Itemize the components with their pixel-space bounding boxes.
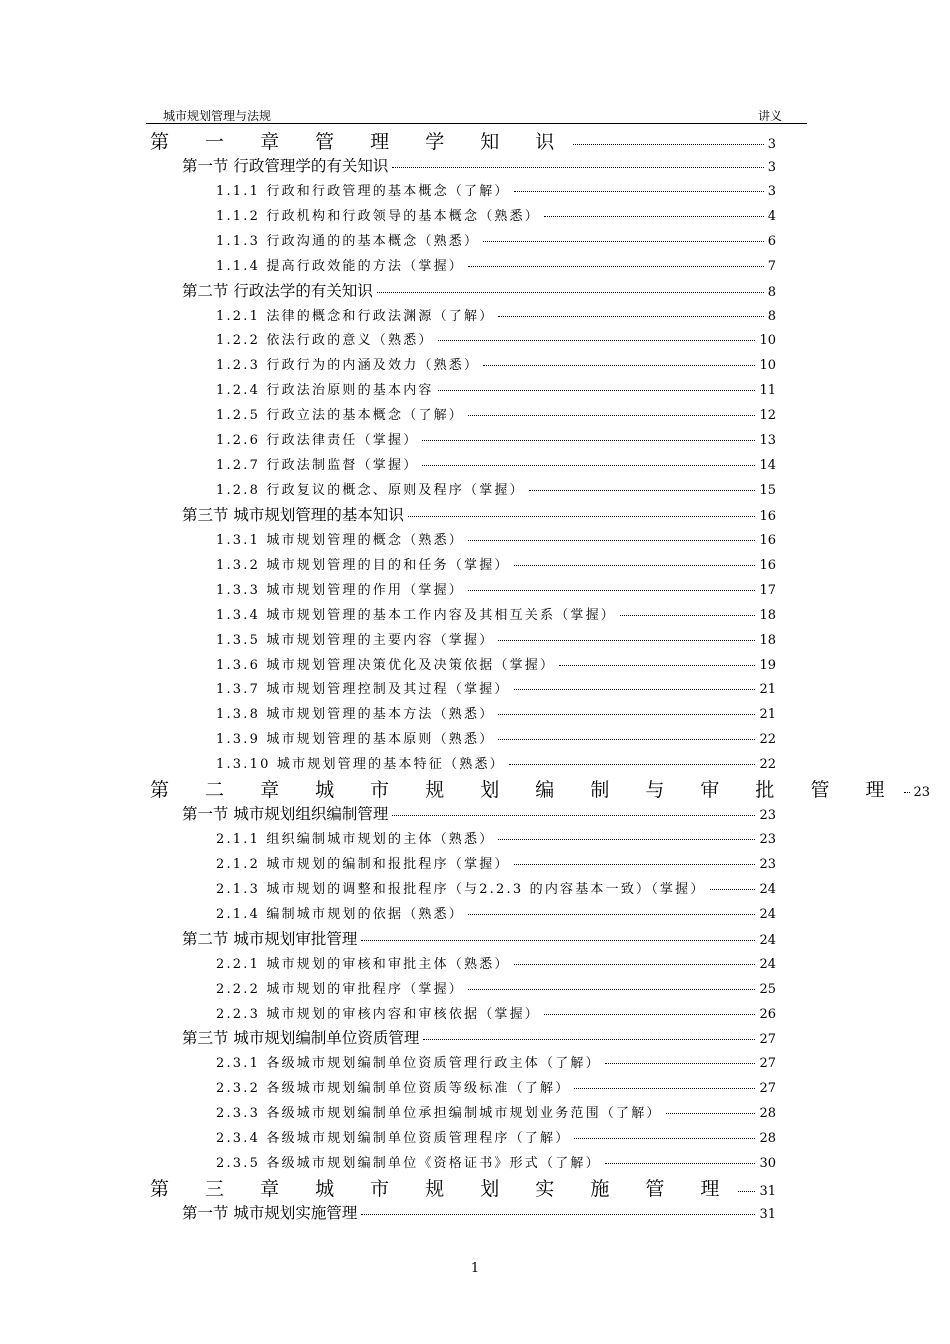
toc-leader-dots bbox=[422, 465, 755, 466]
toc-entry-title: 2.1.1 组织编制城市规划的主体（熟悉） bbox=[216, 832, 495, 848]
toc-item-row bbox=[216, 1003, 776, 1023]
toc-leader-dots bbox=[529, 490, 756, 491]
toc-entry-title: 1.2.8 行政复议的概念、原则及程序（掌握） bbox=[216, 483, 525, 499]
toc-entry-title: 1.3.9 城市规划管理的基本原则（熟悉） bbox=[216, 732, 495, 748]
toc-entry-page: 31 bbox=[759, 1184, 776, 1200]
toc-leader-dots bbox=[514, 689, 756, 690]
toc-entry-title: 2.3.4 各级城市规划编制单位资质管理程序（了解） bbox=[216, 1131, 571, 1147]
toc-leader-dots bbox=[498, 839, 755, 840]
toc-entry-page: 16 bbox=[759, 557, 776, 573]
toc-entry-page: 24 bbox=[759, 956, 776, 972]
toc-entry-page: 23 bbox=[759, 856, 776, 872]
toc-leader-dots bbox=[514, 191, 764, 192]
toc-entry-page: 19 bbox=[759, 657, 776, 673]
toc-entry-page: 18 bbox=[759, 607, 776, 623]
toc-item-row bbox=[216, 629, 776, 649]
toc-entry-title: 1.3.3 城市规划管理的作用（掌握） bbox=[216, 582, 465, 598]
toc-item-row bbox=[216, 180, 776, 200]
toc-leader-dots bbox=[392, 167, 763, 168]
toc-entry-page: 10 bbox=[759, 358, 776, 374]
toc-leader-dots bbox=[483, 365, 755, 366]
toc-leader-dots bbox=[574, 1138, 755, 1139]
toc-entry-title: 1.2.6 行政法律责任（掌握） bbox=[216, 433, 419, 449]
toc-leader-dots bbox=[573, 144, 763, 145]
toc-item-row bbox=[216, 404, 776, 424]
toc-leader-dots bbox=[468, 914, 755, 915]
toc-entry-page: 28 bbox=[759, 1131, 776, 1147]
toc-entry-page: 25 bbox=[759, 981, 776, 997]
toc-entry-page: 24 bbox=[759, 881, 776, 897]
toc-entry-title: 2.1.4 编制城市规划的依据（熟悉） bbox=[216, 906, 465, 922]
toc-leader-dots bbox=[468, 266, 764, 267]
toc-item-row bbox=[216, 429, 776, 449]
toc-entry-title: 1.3.10 城市规划管理的基本特征（熟悉） bbox=[216, 757, 505, 773]
toc-entry-page: 21 bbox=[759, 682, 776, 698]
toc-entry-title: 1.2.1 法律的概念和行政法渊源（了解） bbox=[216, 308, 495, 324]
toc-entry-page: 3 bbox=[767, 183, 776, 199]
toc-item-row bbox=[216, 454, 776, 474]
toc-entry-page: 15 bbox=[759, 483, 776, 499]
toc-leader-dots bbox=[422, 440, 755, 441]
toc-item-row bbox=[216, 554, 776, 574]
toc-item-row bbox=[216, 255, 776, 275]
toc-entry-title: 2.3.5 各级城市规划编制单位《资格证书》形式（了解） bbox=[216, 1156, 601, 1172]
toc-entry-title: 第一节 城市规划组织编制管理 bbox=[182, 805, 389, 824]
toc-entry-page: 26 bbox=[759, 1006, 776, 1022]
toc-entry-title: 第一节 行政管理学的有关知识 bbox=[182, 156, 389, 175]
toc-item-row bbox=[216, 1077, 776, 1097]
toc-entry-page: 3 bbox=[767, 159, 776, 175]
toc-entry-page: 17 bbox=[759, 582, 776, 598]
toc-entry-title: 1.3.4 城市规划管理的基本工作内容及其相互关系（掌握） bbox=[216, 607, 617, 623]
toc-item-row bbox=[216, 1052, 776, 1072]
toc-entry-page: 22 bbox=[759, 757, 776, 773]
toc-entry-title: 1.2.5 行政立法的基本概念（了解） bbox=[216, 408, 465, 424]
toc-entry-title: 2.2.2 城市规划的审批程序（掌握） bbox=[216, 981, 465, 997]
toc-entry-page: 6 bbox=[767, 233, 776, 249]
toc-entry-title: 1.3.7 城市规划管理控制及其过程（掌握） bbox=[216, 682, 510, 698]
toc-entry-page: 31 bbox=[759, 1206, 776, 1222]
toc-entry-title: 2.2.3 城市规划的审核内容和审核依据（掌握） bbox=[216, 1006, 541, 1022]
toc-entry-page: 30 bbox=[759, 1156, 776, 1172]
toc-entry-page: 10 bbox=[759, 333, 776, 349]
toc-entry-title: 1.1.2 行政机构和行政领导的基本概念（熟悉） bbox=[216, 208, 541, 224]
toc-item-row bbox=[216, 379, 776, 399]
toc-entry-page: 28 bbox=[759, 1106, 776, 1122]
toc-leader-dots bbox=[559, 665, 755, 666]
toc-item-row bbox=[216, 329, 776, 349]
toc-leader-dots bbox=[666, 1113, 756, 1114]
toc-leader-dots bbox=[408, 516, 756, 517]
toc-leader-dots bbox=[509, 764, 756, 765]
toc-entry-title: 2.2.1 城市规划的审核和审批主体（熟悉） bbox=[216, 956, 510, 972]
toc-entry-page: 11 bbox=[759, 383, 776, 399]
toc-leader-dots bbox=[620, 615, 755, 616]
toc-leader-dots bbox=[544, 216, 764, 217]
toc-leader-dots bbox=[361, 1214, 755, 1215]
toc-chapter-row bbox=[150, 127, 776, 153]
toc-chapter-row bbox=[150, 1174, 776, 1200]
toc-entry-title: 1.3.8 城市规划管理的基本方法（熟悉） bbox=[216, 707, 495, 723]
toc-chapter-row bbox=[150, 775, 931, 802]
toc-leader-dots bbox=[544, 1014, 755, 1015]
toc-entry-page: 4 bbox=[767, 208, 776, 224]
toc-leader-dots bbox=[710, 889, 756, 890]
toc-item-row bbox=[216, 604, 776, 624]
toc-entry-page: 12 bbox=[759, 408, 776, 424]
toc-entry-page: 27 bbox=[759, 1081, 776, 1097]
toc-entry-page: 16 bbox=[759, 532, 776, 548]
toc-leader-dots bbox=[498, 640, 755, 641]
toc-item-row bbox=[216, 903, 776, 923]
toc-leader-dots bbox=[468, 415, 755, 416]
toc-item-row bbox=[216, 828, 776, 848]
toc-leader-dots bbox=[438, 390, 756, 391]
toc-item-row bbox=[216, 978, 776, 998]
toc-leader-dots bbox=[498, 316, 763, 317]
toc-leader-dots bbox=[514, 964, 756, 965]
toc-entry-page: 3 bbox=[767, 137, 776, 152]
toc-entry-title: 2.1.3 城市规划的调整和报批程序（与2.2.3 的内容基本一致）（掌握） bbox=[216, 881, 706, 897]
toc-entry-page: 16 bbox=[759, 508, 776, 524]
toc-section-row bbox=[182, 503, 776, 525]
toc-item-row bbox=[216, 529, 776, 549]
toc-entry-page: 13 bbox=[759, 433, 776, 449]
toc-item-row bbox=[216, 205, 776, 225]
toc-leader-dots bbox=[392, 815, 755, 816]
toc-item-row bbox=[216, 753, 776, 773]
toc-section-row bbox=[182, 1201, 776, 1223]
toc-item-row bbox=[216, 579, 776, 599]
toc-item-row bbox=[216, 1102, 776, 1122]
toc-entry-page: 27 bbox=[759, 1056, 776, 1072]
toc-leader-dots bbox=[904, 792, 910, 793]
toc-leader-dots bbox=[468, 989, 755, 990]
toc-entry-page: 22 bbox=[759, 732, 776, 748]
toc-entry-page: 24 bbox=[759, 932, 776, 948]
toc-leader-dots bbox=[514, 864, 756, 865]
toc-item-row bbox=[216, 654, 776, 674]
toc-entry-page: 14 bbox=[759, 458, 776, 474]
toc-leader-dots bbox=[377, 292, 764, 293]
toc-entry-page: 27 bbox=[759, 1032, 776, 1048]
toc-item-row bbox=[216, 678, 776, 698]
toc-item-row bbox=[216, 878, 776, 898]
toc-entry-title: 1.1.1 行政和行政管理的基本概念（了解） bbox=[216, 183, 510, 199]
toc-section-row bbox=[182, 802, 776, 824]
toc-leader-dots bbox=[605, 1063, 756, 1064]
toc-entry-title: 1.3.1 城市规划管理的概念（熟悉） bbox=[216, 532, 465, 548]
footer-page-number: 1 bbox=[470, 1261, 480, 1276]
toc-entry-title: 2.1.2 城市规划的编制和报批程序（掌握） bbox=[216, 856, 510, 872]
toc-entry-page: 8 bbox=[767, 308, 776, 324]
toc-entry-title: 1.2.4 行政法治原则的基本内容 bbox=[216, 383, 434, 399]
toc-entry-title: 第三节 城市规划编制单位资质管理 bbox=[182, 1029, 420, 1048]
toc-leader-dots bbox=[468, 590, 755, 591]
toc-item-row bbox=[216, 703, 776, 723]
toc-item-row bbox=[216, 479, 776, 499]
toc-entry-page: 23 bbox=[759, 808, 776, 824]
toc-item-row bbox=[216, 354, 776, 374]
toc-entry-title: 1.3.6 城市规划管理决策优化及决策依据（掌握） bbox=[216, 657, 556, 673]
toc-entry-page: 7 bbox=[767, 258, 776, 274]
toc-item-row bbox=[216, 305, 776, 325]
toc-entry-title: 第 一 章 管 理 学 知 识 bbox=[150, 131, 570, 153]
page-header-left: 城市规划管理与法规 bbox=[163, 109, 272, 123]
toc-entry-page: 24 bbox=[759, 906, 776, 922]
toc-leader-dots bbox=[738, 1191, 755, 1192]
toc-entry-title: 第一节 城市规划实施管理 bbox=[182, 1203, 358, 1222]
toc-leader-dots bbox=[574, 1088, 755, 1089]
toc-item-row bbox=[216, 953, 776, 973]
toc-entry-title: 第 三 章 城 市 规 划 实 施 管 理 bbox=[150, 1178, 735, 1201]
toc-item-row bbox=[216, 1127, 776, 1147]
toc-entry-title: 1.2.2 依法行政的意义（熟悉） bbox=[216, 333, 434, 349]
toc-leader-dots bbox=[423, 1039, 755, 1040]
toc-leader-dots bbox=[438, 340, 756, 341]
toc-entry-title: 第二节 城市规划审批管理 bbox=[182, 929, 358, 948]
toc-entry-title: 2.3.1 各级城市规划编制单位资质管理行政主体（了解） bbox=[216, 1056, 601, 1072]
toc-section-row bbox=[182, 927, 776, 949]
toc-leader-dots bbox=[361, 940, 755, 941]
toc-entry-page: 23 bbox=[759, 832, 776, 848]
toc-entry-title: 1.1.4 提高行政效能的方法（掌握） bbox=[216, 258, 465, 274]
toc-entry-title: 1.3.2 城市规划管理的目的和任务（掌握） bbox=[216, 557, 510, 573]
toc-item-row bbox=[216, 853, 776, 873]
toc-leader-dots bbox=[498, 739, 755, 740]
toc-entry-title: 1.2.7 行政法制监督（掌握） bbox=[216, 458, 419, 474]
toc-leader-dots bbox=[605, 1163, 756, 1164]
toc-item-row bbox=[216, 1152, 776, 1172]
page-header-right: 讲义 bbox=[758, 109, 783, 123]
toc-item-row bbox=[216, 728, 776, 748]
toc-item-row bbox=[216, 230, 776, 250]
toc-entry-title: 第二节 行政法学的有关知识 bbox=[182, 281, 373, 300]
toc-leader-dots bbox=[468, 540, 755, 541]
toc-section-row bbox=[182, 279, 776, 301]
toc-entry-title: 2.3.3 各级城市规划编制单位承担编制城市规划业务范围（了解） bbox=[216, 1106, 662, 1122]
toc-entry-page: 23 bbox=[913, 785, 931, 801]
toc-section-row bbox=[182, 1026, 776, 1048]
toc-leader-dots bbox=[514, 565, 756, 566]
toc-entry-title: 2.3.2 各级城市规划编制单位资质等级标准（了解） bbox=[216, 1081, 571, 1097]
toc-entry-title: 1.2.3 行政行为的内涵及效力（熟悉） bbox=[216, 358, 480, 374]
toc-entry-page: 8 bbox=[767, 284, 776, 300]
toc-entry-page: 21 bbox=[759, 707, 776, 723]
toc-entry-title: 1.1.3 行政沟通的的基本概念（熟悉） bbox=[216, 233, 480, 249]
toc-entry-page: 18 bbox=[759, 632, 776, 648]
toc-entry-title: 1.3.5 城市规划管理的主要内容（掌握） bbox=[216, 632, 495, 648]
toc-entry-title: 第三节 城市规划管理的基本知识 bbox=[182, 505, 404, 524]
toc-entry-title: 第 二 章 城 市 规 划 编 制 与 审 批 管 理 bbox=[150, 779, 900, 802]
toc-leader-dots bbox=[483, 241, 764, 242]
toc-leader-dots bbox=[498, 714, 755, 715]
toc-section-row bbox=[182, 154, 776, 176]
